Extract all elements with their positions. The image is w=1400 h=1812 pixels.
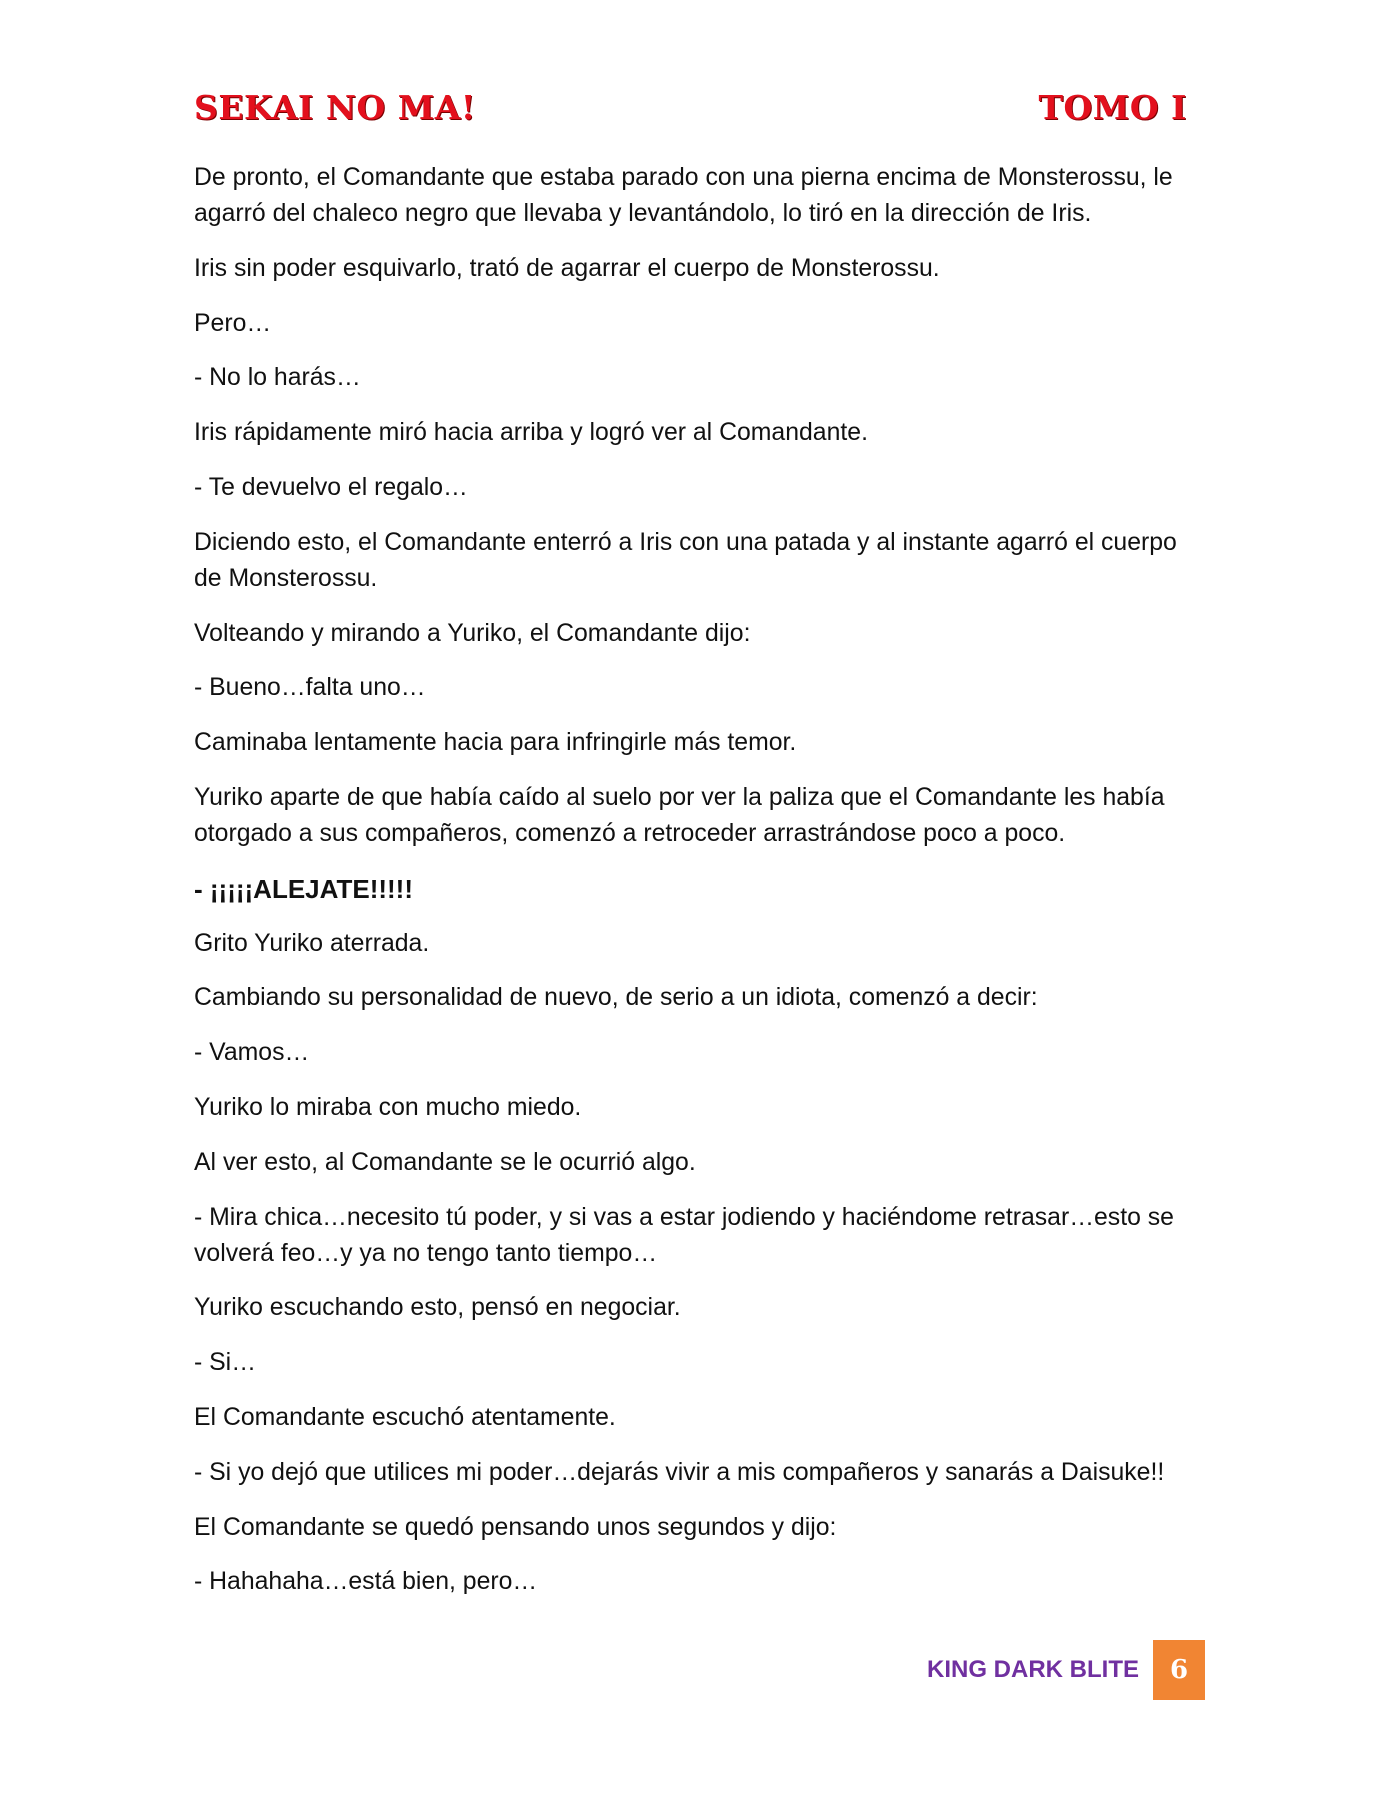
- page-header: [194, 88, 1187, 132]
- paragraph: Pero…: [194, 309, 272, 337]
- paragraph: Iris sin poder esquivarlo, trató de agarrar el cuerpo de Monsterossu.: [194, 254, 940, 282]
- body-text: [194, 160, 1194, 1619]
- page-number: 6: [1153, 1640, 1205, 1700]
- paragraph: Al ver esto, al Comandante se le ocurrió algo.: [194, 1148, 696, 1176]
- paragraph: Yuriko escuchando esto, pensó en negociar.: [194, 1294, 681, 1322]
- book-title: SEKAI NO MA!: [194, 88, 476, 127]
- paragraph: Caminaba lentamente hacia para infringirle más temor.: [194, 729, 797, 757]
- dialogue-line: - Hahahaha…está bien, pero…: [194, 1568, 538, 1596]
- dialogue-line: - Vamos…: [194, 1039, 310, 1067]
- dialogue-line: - Bueno…falta uno…: [194, 674, 426, 702]
- dialogue-line: - Si…: [194, 1349, 256, 1377]
- paragraph: Iris rápidamente miró hacia arriba y logró ver al Comandante.: [194, 419, 868, 447]
- dialogue-line: - No lo harás…: [194, 364, 361, 392]
- page-footer: [900, 1640, 1205, 1700]
- paragraph: Yuriko aparte de que había caído al suelo por ver la paliza que el Comandante les había otorgado a sus compañeros, comenzó a retroceder arrastrándose poco a poco.: [194, 783, 1165, 847]
- shout-line: - ¡¡¡¡¡ALEJATE!!!!!: [194, 873, 413, 904]
- dialogue-line: - Mira chica…necesito tú poder, y si vas a estar jodiendo y haciéndome retrasar…esto se volverá feo…y ya no tengo tanto tiempo…: [194, 1203, 1174, 1267]
- paragraph: De pronto, el Comandante que estaba parado con una pierna encima de Monsterossu, le agarró del chaleco negro que llevaba y levantándolo, lo tiró en la dirección de Iris.: [194, 164, 1173, 227]
- dialogue-line: - Si yo dejó que utilices mi poder…dejarás vivir a mis compañeros y sanarás a Daisuke!!: [194, 1458, 1165, 1486]
- volume-label: TOMO I: [1038, 88, 1187, 127]
- paragraph: Diciendo esto, el Comandante enterró a Iris con una patada y al instante agarró el cuerpo de Monsterossu.: [194, 528, 1177, 592]
- author-name: KING DARK BLITE: [927, 1656, 1139, 1683]
- paragraph: Cambiando su personalidad de nuevo, de serio a un idiota, comenzó a decir:: [194, 984, 1038, 1012]
- paragraph: El Comandante escuchó atentamente.: [194, 1403, 616, 1431]
- paragraph: Yuriko lo miraba con mucho miedo.: [194, 1093, 582, 1121]
- dialogue-line: - Te devuelvo el regalo…: [194, 473, 468, 501]
- paragraph: Grito Yuriko aterrada.: [194, 929, 430, 957]
- paragraph: El Comandante se quedó pensando unos segundos y dijo:: [194, 1513, 837, 1541]
- paragraph: Volteando y mirando a Yuriko, el Comandante dijo:: [194, 619, 751, 647]
